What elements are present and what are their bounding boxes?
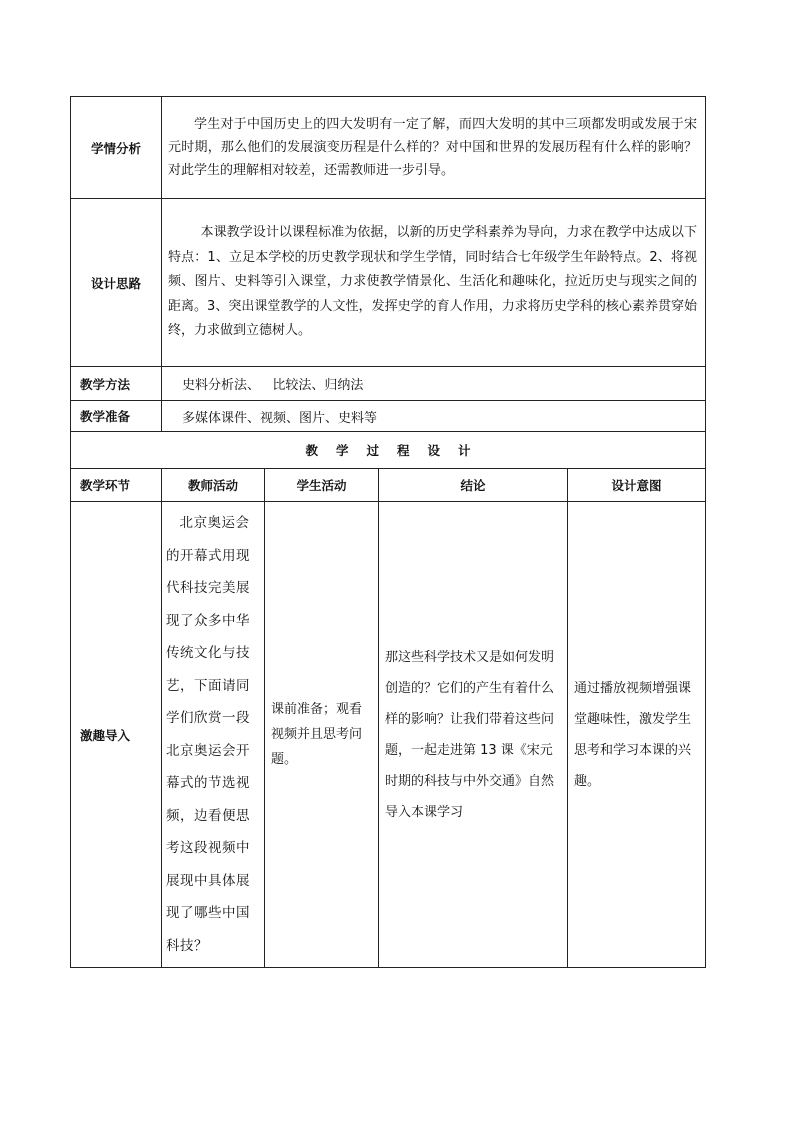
teacher-activity: [162, 502, 265, 968]
analysis-text: 学生对于中国历史上的四大发明有一定了解，而四大发明的其中三项都发明或发展于宋元时期，那么他们的发展演变历程是什么样的？对中国和世界的发展历程有什么样的影响？对此学生的理解相对较差，还需教师进一步引导。: [168, 117, 698, 178]
content-prep: 多媒体课件、视频、图片、史料等: [162, 401, 706, 432]
label-method: 教学方法: [71, 367, 162, 401]
lesson-plan-table: [70, 96, 706, 968]
design-text: 本课教学设计以课程标准为依据，以新的历史学科素养为导向，力求在教学中达成以下特点：1、立足本学校的历史教学现状和学生学情，同时结合七年级学生年龄特点。2、将视频、图片、史料等引入课堂，力求使教学情景化、生活化和趣味化，拉近历史与现实之间的距离。3、突出课堂教学的人文性，发挥史学的育人作用，力求将历史学科的核心素养贯穿始终，力求做到立德树人。: [168, 225, 698, 339]
col-header-intent: 设计意图: [568, 469, 706, 502]
process-heading: 教学过程设计: [71, 432, 706, 469]
col-header-conclusion: 结论: [379, 469, 568, 502]
col-header-student: 学生活动: [265, 469, 379, 502]
design-intent: 通过播放视频增强课堂趣味性，激发学生思考和学习本课的兴趣。: [568, 502, 706, 968]
label-analysis: 学情分析: [71, 97, 162, 199]
row-stage-intro: [71, 502, 706, 968]
stage-name: 激趣导入: [71, 502, 162, 968]
student-activity: 课前准备；观看视频并且思考问题。: [265, 502, 379, 968]
row-analysis: [71, 97, 706, 199]
content-method: 史料分析法、 比较法、归纳法: [162, 367, 706, 401]
row-prep: [71, 401, 706, 432]
row-method: [71, 367, 706, 401]
row-design: [71, 199, 706, 367]
row-column-headers: [71, 469, 706, 502]
content-design: [162, 199, 706, 367]
teacher-activity-text: 北京奥运会的开幕式用现代科技完美展现了众多中华传统文化与技艺，下面请同学们欣赏一段北京奥运会开幕式的节选视频，边看便思考这段视频中展现中具体展现了哪些中国科技？: [166, 515, 250, 954]
content-analysis: [162, 97, 706, 199]
conclusion: 那这些科学技术又是如何发明创造的？它们的产生有着什么样的影响？让我们带着这些问题，一起走进第 13 课《宋元时期的科技与中外交通》自然导入本课学习: [379, 502, 568, 968]
col-header-stage: 教学环节: [71, 469, 162, 502]
label-design: 设计思路: [71, 199, 162, 367]
row-process-heading: [71, 432, 706, 469]
col-header-teacher: 教师活动: [162, 469, 265, 502]
label-prep: 教学准备: [71, 401, 162, 432]
